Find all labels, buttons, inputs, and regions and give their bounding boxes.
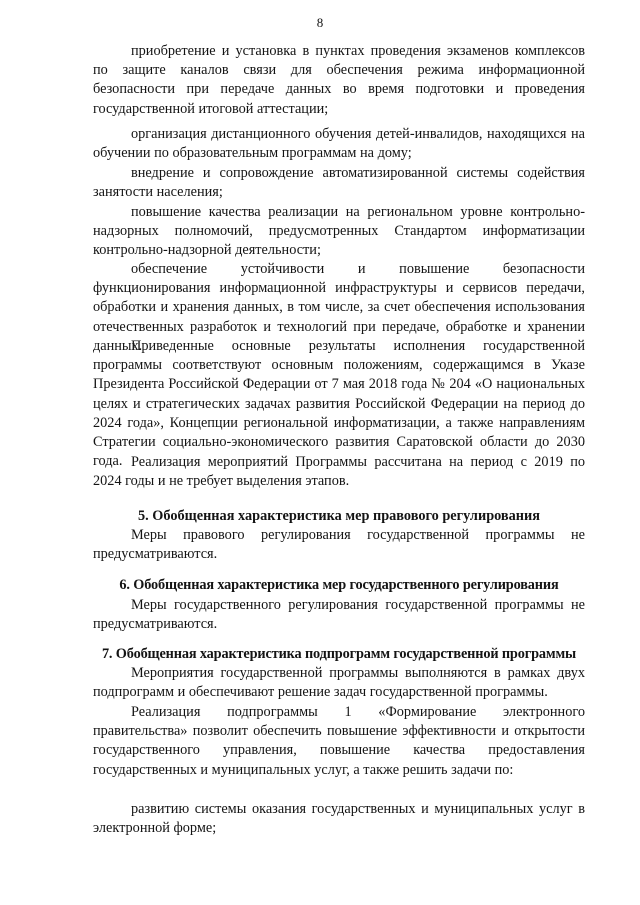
paragraph-employment-system: внедрение и сопровождение автоматизированной системы содействия занятости населения; <box>93 165 585 201</box>
section-5-heading: 5. Обобщенная характеристика мер правового регулирования <box>137 508 541 524</box>
paragraph-program-period: Реализация мероприятий Программы рассчитана на период с 2019 по 2024 годы и не требует выделения этапов. <box>93 454 585 490</box>
paragraph-distance-learning: организация дистанционного обучения детей-инвалидов, находящихся на обучении по образовательным программам на дому; <box>93 126 585 162</box>
section-5-text: Меры правового регулирования государственной программы не предусматриваются. <box>93 527 585 563</box>
paragraph-infrastructure-security: обеспечение устойчивости и повышение безопасности функционирования информационной инфраструктуры и сервисов передачи, обработки и хранения данных, в том числе, за счет обеспечения использования отечественных разработок и технологий при передаче, обработке и хранении данных. <box>93 261 585 354</box>
section-6-text: Меры государственного регулирования государственной программы не предусматриваются. <box>93 597 585 633</box>
paragraph-control-supervisory: повышение качества реализации на региональном уровне контрольно-надзорных полномочий, предусмотренных Стандартом информатизации контрольно-надзорной деятельности; <box>93 204 585 259</box>
section-7-heading: 7. Обобщенная характеристика подпрограмм государственной программы <box>101 646 577 662</box>
paragraph-results-summary: Приведенные основные результаты исполнения государственной программы соответствуют основным положениям, содержащимся в Указе Президента Российской Федерации от 7 мая 2018 года № 204 «О национальных целях и стратегических задачах развития Российской Федерации на период до 2024 года», Концепции региональной информатизации, а также направлениям Стратегии социально-экономического развития Саратовской области до 2030 года. <box>93 338 585 470</box>
page-number: 8 <box>316 15 324 30</box>
paragraph-exam-equipment: приобретение и установка в пунктах проведения экзаменов комплексов по защите каналов связи для обеспечения режима информационной безопасности при передаче данных во время подготовки и проведения государственной итоговой аттестации; <box>93 43 585 117</box>
section-7-paragraph-subprogram-1: Реализация подпрограммы 1 «Формирование электронного правительства» позволит обеспечить повышение эффективности и открытости государственного управления, повышение качества предоставления государственных и муниципальных услуг, а также решить задачи по: <box>93 704 585 778</box>
section-7-paragraph-subprograms: Мероприятия государственной программы выполняются в рамках двух подпрограмм и обеспечивают решение задач государственной программы. <box>93 665 585 701</box>
section-7-paragraph-e-services: развитию системы оказания государственных и муниципальных услуг в электронной форме; <box>93 801 585 837</box>
section-6-heading: 6. Обобщенная характеристика мер государственного регулирования <box>119 577 559 593</box>
